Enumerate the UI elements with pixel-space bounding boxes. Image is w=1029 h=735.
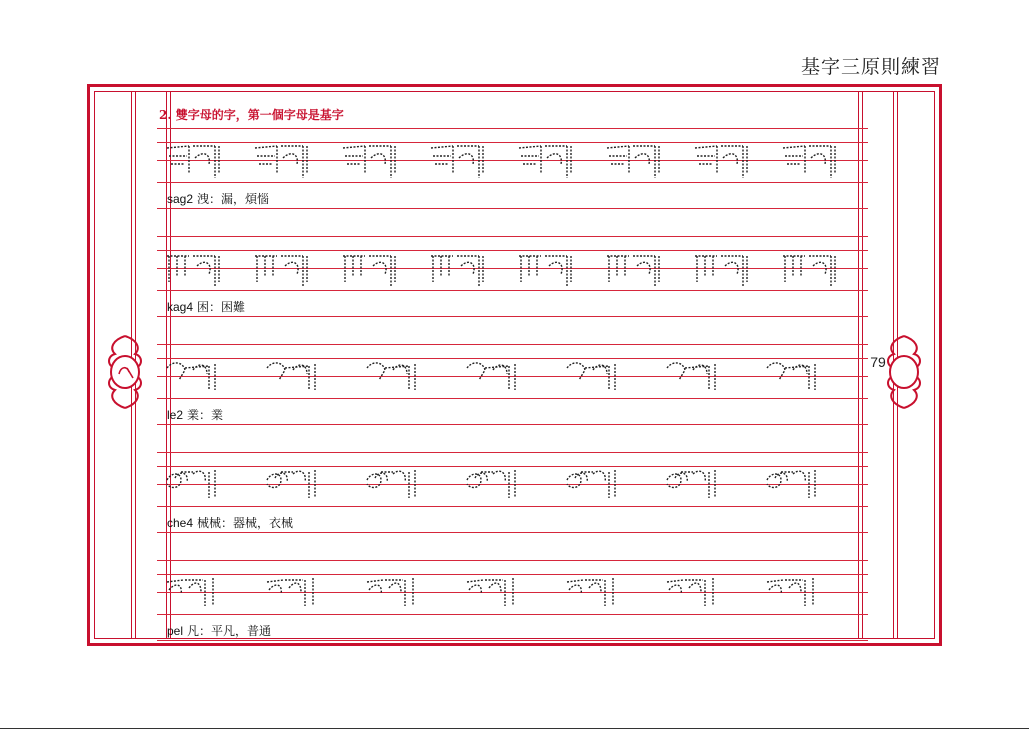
practice-content — [157, 100, 868, 638]
meaning: ：業 — [199, 408, 224, 422]
tibetan-pel-trace-icon — [363, 566, 423, 626]
tibetan-sag-trace-icon — [427, 134, 487, 194]
tibetan-kag-trace-icon — [251, 242, 311, 302]
chinese-word: 械械 — [197, 516, 222, 530]
meaning: ：器械，衣械 — [221, 516, 294, 530]
word-caption — [167, 622, 271, 639]
tibetan-kag-trace-icon — [515, 242, 575, 302]
glyph-row — [159, 242, 868, 302]
glyph-row — [159, 134, 868, 194]
caption-line — [157, 316, 868, 317]
tibetan-le-trace-icon — [263, 350, 323, 410]
glyph-row — [159, 566, 868, 626]
chinese-word: 凡 — [187, 624, 200, 638]
caption-line — [157, 640, 868, 641]
word-caption — [167, 514, 293, 531]
tibetan-sag-trace-icon — [691, 134, 751, 194]
tibetan-che-trace-icon — [563, 458, 623, 518]
tibetan-kag-trace-icon — [779, 242, 839, 302]
tibetan-che-trace-icon — [663, 458, 723, 518]
tibetan-le-trace-icon — [163, 350, 223, 410]
section-title: 2. 雙字母的字，第一個字母是基字 — [159, 108, 344, 122]
tibetan-le-trace-icon — [363, 350, 423, 410]
glyph-row — [159, 350, 868, 410]
chinese-word: 業 — [187, 408, 200, 422]
tibetan-sag-trace-icon — [251, 134, 311, 194]
tibetan-che-trace-icon — [363, 458, 423, 518]
chinese-word: 困 — [197, 300, 210, 314]
ornament-right-icon — [882, 332, 926, 412]
tibetan-che-trace-icon — [163, 458, 223, 518]
practice-row — [157, 448, 868, 548]
guide-line — [157, 128, 868, 129]
tibetan-pel-trace-icon — [163, 566, 223, 626]
practice-row — [157, 232, 868, 332]
guide-line — [157, 452, 868, 453]
tibetan-le-trace-icon — [763, 350, 823, 410]
tibetan-che-trace-icon — [263, 458, 323, 518]
tibetan-pel-trace-icon — [663, 566, 723, 626]
practice-row — [157, 124, 868, 224]
tibetan-pel-trace-icon — [563, 566, 623, 626]
word-caption — [167, 190, 269, 207]
ornament-left-icon — [103, 332, 147, 412]
meaning: ：平凡，普通 — [199, 624, 272, 638]
tibetan-kag-trace-icon — [603, 242, 663, 302]
meaning: ：困難 — [209, 300, 246, 314]
tibetan-che-trace-icon — [763, 458, 823, 518]
guide-line — [157, 560, 868, 561]
caption-line — [157, 424, 868, 425]
tibetan-pel-trace-icon — [463, 566, 523, 626]
tibetan-che-trace-icon — [463, 458, 523, 518]
inner-frame — [94, 91, 935, 639]
page-number: 79 — [870, 354, 886, 370]
practice-row — [157, 340, 868, 440]
caption-line — [157, 532, 868, 533]
tibetan-sag-trace-icon — [603, 134, 663, 194]
tibetan-sag-trace-icon — [515, 134, 575, 194]
tibetan-kag-trace-icon — [339, 242, 399, 302]
romanization: le2 — [167, 408, 184, 422]
romanization: pel — [167, 624, 184, 638]
glyph-row — [159, 458, 868, 518]
tibetan-le-trace-icon — [563, 350, 623, 410]
meaning: ：漏，煩惱 — [209, 192, 270, 206]
tibetan-sag-trace-icon — [163, 134, 223, 194]
tibetan-pel-trace-icon — [763, 566, 823, 626]
page-header-title: 基字三原則練習 — [800, 56, 941, 78]
tibetan-le-trace-icon — [463, 350, 523, 410]
practice-row — [157, 556, 868, 656]
romanization: kag4 — [167, 300, 194, 314]
page-frame — [87, 84, 942, 646]
guide-line — [157, 344, 868, 345]
romanization: che4 — [167, 516, 194, 530]
tibetan-le-trace-icon — [663, 350, 723, 410]
word-caption — [167, 406, 223, 423]
tibetan-sag-trace-icon — [779, 134, 839, 194]
tibetan-pel-trace-icon — [263, 566, 323, 626]
caption-line — [157, 208, 868, 209]
tibetan-kag-trace-icon — [691, 242, 751, 302]
page-bottom-rule — [0, 728, 1029, 729]
tibetan-kag-trace-icon — [427, 242, 487, 302]
chinese-word: 洩 — [197, 192, 210, 206]
romanization: sag2 — [167, 192, 194, 206]
tibetan-kag-trace-icon — [163, 242, 223, 302]
guide-line — [157, 236, 868, 237]
tibetan-sag-trace-icon — [339, 134, 399, 194]
word-caption — [167, 298, 245, 315]
